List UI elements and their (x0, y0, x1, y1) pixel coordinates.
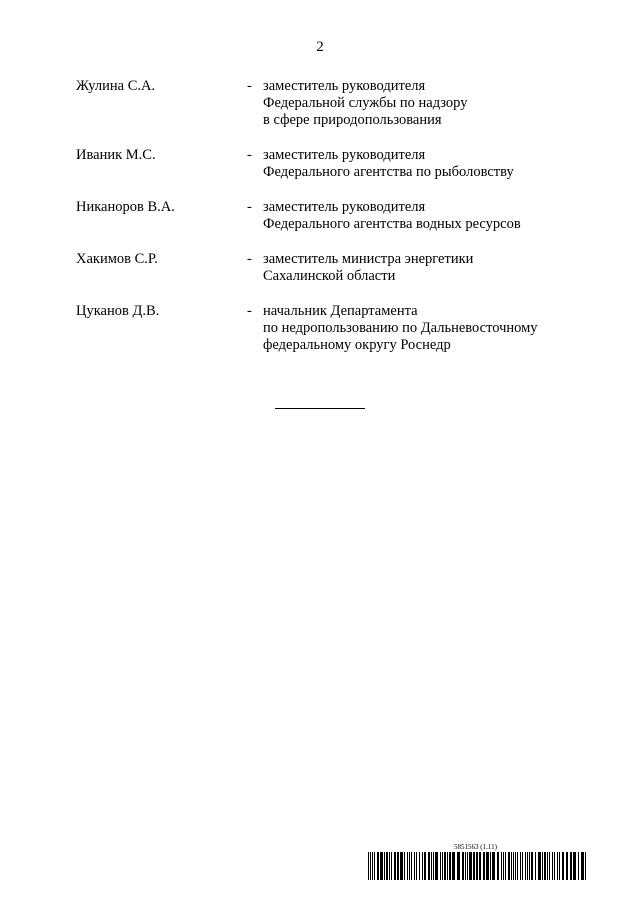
separator-line (275, 408, 365, 409)
member-position: заместитель руководителя Федеральной службы по надзору в сфере природопользования (263, 78, 468, 128)
member-position: заместитель министра энергетики Сахалинской области (263, 251, 474, 284)
member-position: начальник Департамента по недропользованию по Дальневосточному федеральному округу Роснедр (263, 303, 538, 353)
member-row (76, 78, 606, 129)
member-name: Иваник М.С. (76, 147, 156, 163)
member-name: Хакимов С.Р. (76, 251, 158, 267)
page-number: 2 (316, 39, 324, 55)
member-dash: - (247, 199, 252, 215)
member-row (76, 303, 606, 354)
member-position: заместитель руководителя Федерального агентства по рыболовству (263, 147, 514, 180)
member-row (76, 147, 606, 181)
member-position: заместитель руководителя Федерального агентства водных ресурсов (263, 199, 521, 232)
member-row (76, 199, 606, 233)
member-row (76, 251, 606, 285)
member-dash: - (247, 303, 252, 319)
member-name: Жулина С.А. (76, 78, 156, 94)
member-name: Цуканов Д.В. (76, 303, 160, 319)
member-name: Никаноров В.А. (76, 199, 175, 215)
members-list (76, 78, 606, 372)
barcode-caption: 5851563 (1.11) (454, 843, 497, 851)
member-dash: - (247, 78, 252, 94)
barcode (368, 843, 590, 881)
barcode-bars (368, 852, 590, 880)
member-dash: - (247, 251, 252, 267)
member-dash: - (247, 147, 252, 163)
